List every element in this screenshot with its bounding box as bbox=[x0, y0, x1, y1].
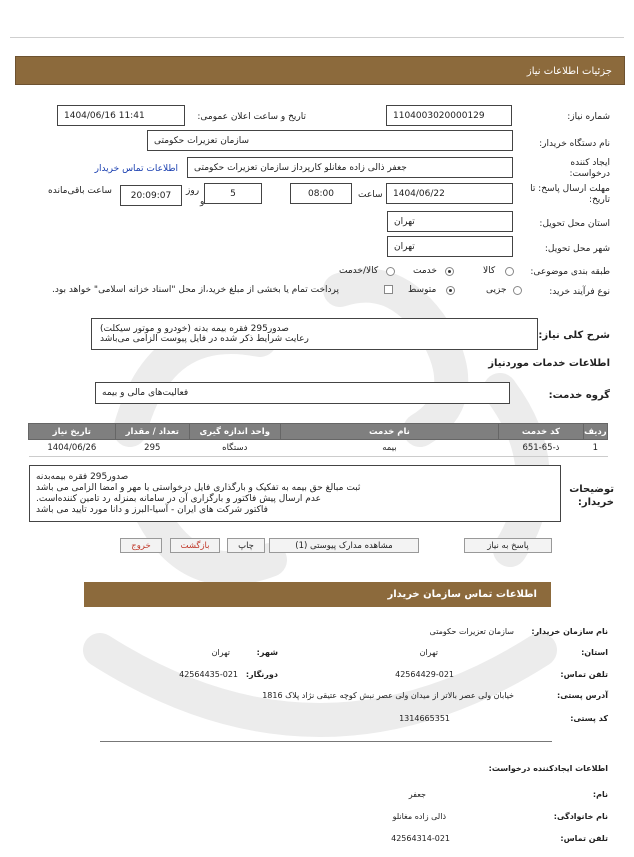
cell-row: 1 bbox=[583, 440, 607, 457]
process-radio-medium[interactable] bbox=[446, 286, 455, 295]
contact-phone: 42564429-021 bbox=[395, 670, 454, 679]
remaining-label: ساعت باقی‌مانده bbox=[48, 186, 112, 196]
creator-info-title: اطلاعات ایجادکننده درخواست: bbox=[488, 764, 608, 773]
category-radio-goods[interactable] bbox=[505, 267, 514, 276]
notes-line-3: عدم ارسال پیش فاکتور و بارگزاری آن در سامانه بمنزله رد تامین کننده‌است. bbox=[36, 493, 321, 504]
creator-phone: 42564314-021 bbox=[391, 834, 450, 843]
back-button[interactable]: بازگشت bbox=[170, 538, 220, 553]
deadline-date-field: 1404/06/22 bbox=[386, 183, 513, 204]
contact-postal-label: کد پستی: bbox=[570, 714, 608, 723]
contact-fax-label: دورنگار: bbox=[245, 670, 278, 679]
contact-divider bbox=[100, 741, 552, 742]
top-divider bbox=[10, 37, 624, 38]
city-label: شهر محل تحویل: bbox=[544, 244, 610, 254]
category-label: طبقه بندی موضوعی: bbox=[530, 267, 610, 277]
contact-province-label: استان: bbox=[581, 648, 608, 657]
summary-label: شرح کلی نیاز: bbox=[538, 330, 610, 341]
contact-city: تهران bbox=[211, 648, 230, 657]
cell-name: بیمه bbox=[280, 440, 499, 457]
contact-org-label: نام سازمان خریدار: bbox=[531, 627, 608, 636]
process-label: نوع فرآیند خرید: bbox=[549, 287, 610, 297]
contact-phone-label: تلفن تماس: bbox=[560, 670, 608, 679]
province-field: تهران bbox=[387, 211, 513, 232]
col-row: ردیف bbox=[583, 424, 607, 440]
notes-label: توضیحات bbox=[569, 484, 614, 495]
items-table bbox=[28, 423, 608, 457]
contact-province: تهران bbox=[419, 648, 438, 657]
col-unit: واحد اندازه گیری bbox=[189, 424, 280, 440]
process-minor-label: جزیی bbox=[486, 285, 507, 295]
summary-line-1: صدور295 فقره بیمه بدنه (خودرو و موتور سیکلت) bbox=[100, 324, 289, 334]
need-number-label: شماره نیاز: bbox=[567, 112, 610, 122]
services-title: اطلاعات خدمات موردنیاز bbox=[488, 358, 610, 369]
contact-address: خیابان ولی عصر بالاتر از میدان ولی عصر نبش کوچه عتیقی نژاد پلاک 1816 bbox=[262, 691, 514, 700]
category-both-label: کالا/خدمت bbox=[339, 266, 379, 276]
creator-label-2: درخواست: bbox=[569, 169, 610, 179]
contact-header-title: اطلاعات تماس سازمان خریدار bbox=[387, 589, 537, 600]
category-service-label: خدمت bbox=[413, 266, 437, 276]
contact-city-label: شهر: bbox=[256, 648, 278, 657]
buyer-org-label: نام دستگاه خریدار: bbox=[539, 139, 610, 149]
view-docs-button[interactable]: مشاهده مدارک پیوستی (1) bbox=[269, 538, 419, 553]
buyer-org-field: سازمان تعزیرات حکومتی bbox=[147, 130, 513, 151]
service-group-label: گروه خدمت: bbox=[548, 390, 610, 401]
cell-qty: 295 bbox=[115, 440, 189, 457]
notes-line-4: فاکتور شرکت های ایران - آسیا-البرز و دانا مورد تایید می باشد bbox=[36, 504, 268, 515]
service-group-field: فعالیت‌های مالی و بیمه bbox=[95, 382, 510, 404]
notes-label-2: خریدار: bbox=[577, 497, 614, 508]
category-goods-label: کالا bbox=[483, 266, 496, 276]
creator-field: جعفر ذالی زاده مغانلو کارپرداز سازمان تعزیرات حکومتی bbox=[187, 157, 513, 178]
deadline-label-2: تاریخ: bbox=[589, 195, 610, 205]
deadline-time-field: 08:00 bbox=[290, 183, 352, 204]
buyer-contact-link[interactable]: اطلاعات تماس خریدار bbox=[94, 164, 178, 174]
contact-address-label: آدرس پستی: bbox=[557, 691, 608, 700]
and-label: و bbox=[200, 197, 205, 207]
col-name: نام خدمت bbox=[280, 424, 499, 440]
creator-last-name-label: نام خانوادگی: bbox=[553, 812, 608, 821]
cell-code: ذ-65-651 bbox=[499, 440, 584, 457]
process-medium-label: متوسط bbox=[408, 285, 437, 295]
remaining-time-field: 20:09:07 bbox=[120, 185, 182, 206]
notes-line-2: ثبت مبالغ حق بیمه به تفکیک و بارگذاری فایل درخواستی با مهر و امضا الزامی می باشد bbox=[36, 482, 361, 493]
table-row bbox=[29, 440, 608, 457]
notes-field bbox=[29, 465, 561, 522]
category-radio-both[interactable] bbox=[386, 267, 395, 276]
need-number-field: 1104003020000129 bbox=[386, 105, 512, 126]
summary-field bbox=[91, 318, 538, 350]
contact-header bbox=[84, 582, 551, 607]
payment-note: پرداخت تمام یا بخشی از مبلغ خرید،از محل "اسناد خزانه اسلامی" خواهد بود. bbox=[52, 285, 340, 295]
creator-phone-label: تلفن تماس: bbox=[560, 834, 608, 843]
contact-org: سازمان تعزیرات حکومتی bbox=[429, 627, 514, 636]
col-qty: تعداد / مقدار bbox=[115, 424, 189, 440]
col-date: تاریخ نیاز bbox=[29, 424, 116, 440]
process-radio-minor[interactable] bbox=[513, 286, 522, 295]
category-radio-service[interactable] bbox=[445, 267, 454, 276]
details-header-title: جزئیات اطلاعات نیاز bbox=[526, 66, 612, 77]
contact-fax: 42564435-021 bbox=[179, 670, 238, 679]
announce-label: تاریخ و ساعت اعلان عمومی: bbox=[197, 112, 306, 122]
creator-label: ایجاد کننده bbox=[570, 158, 610, 168]
province-label: استان محل تحویل: bbox=[539, 219, 610, 229]
exit-button[interactable]: خروج bbox=[120, 538, 162, 553]
cell-unit: دستگاه bbox=[189, 440, 280, 457]
creator-first-name: جعفر bbox=[408, 790, 426, 799]
city-field: تهران bbox=[387, 236, 513, 257]
print-button[interactable]: چاپ bbox=[227, 538, 265, 553]
announce-value: 1404/06/16 11:41 bbox=[64, 110, 145, 121]
col-code: کد خدمت bbox=[499, 424, 584, 440]
contact-postal: 1314665351 bbox=[399, 714, 450, 723]
table-header-row bbox=[29, 424, 608, 440]
summary-line-2: رعایت شرایط ذکر شده در فایل پیوست الزامی می‌باشد bbox=[100, 334, 309, 344]
days-field: 5 bbox=[204, 183, 262, 204]
announce-field bbox=[57, 105, 185, 126]
details-header bbox=[15, 56, 625, 85]
treasury-checkbox[interactable] bbox=[384, 285, 393, 294]
reply-button[interactable]: پاسخ به نیاز bbox=[464, 538, 552, 553]
notes-line-1: صدور295 فقره بیمه‌بدنه bbox=[36, 471, 129, 482]
deadline-time-label: ساعت bbox=[358, 190, 383, 200]
creator-first-name-label: نام: bbox=[592, 790, 608, 799]
days-label: روز bbox=[186, 186, 200, 196]
deadline-label: مهلت ارسال پاسخ: تا bbox=[530, 184, 610, 194]
creator-last-name: ذالی زاده مغانلو bbox=[392, 812, 446, 821]
cell-date: 1404/06/26 bbox=[29, 440, 116, 457]
